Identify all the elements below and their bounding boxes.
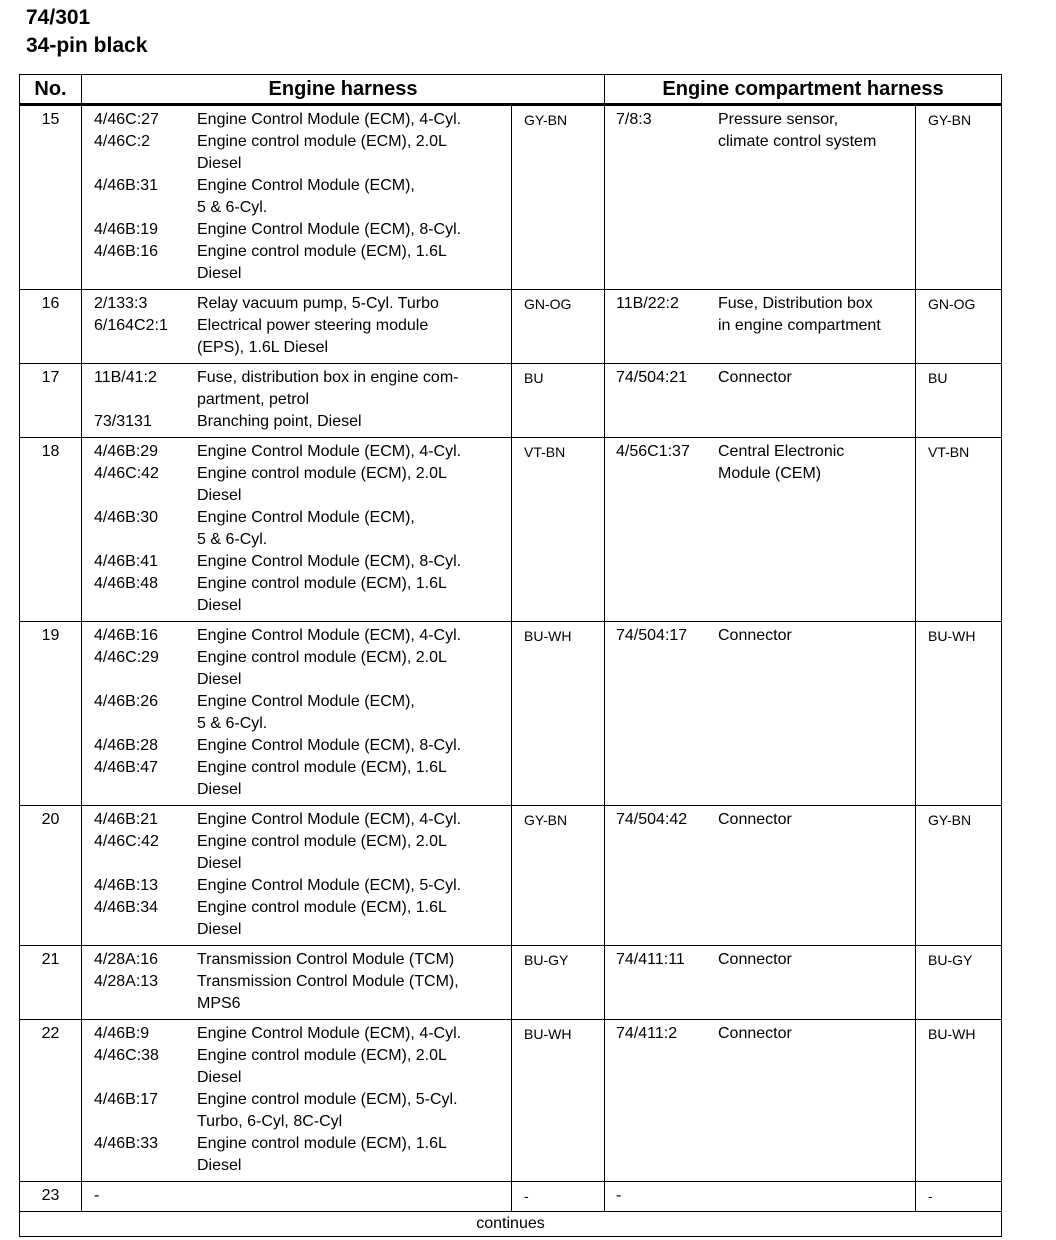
engine-harness-entry	[82, 573, 511, 617]
engine-pin-code: 4/46B:34	[94, 899, 159, 916]
engine-pin-code: 4/46B:13	[94, 877, 159, 894]
engine-component-description: Engine control module (ECM), 1.6L Diesel	[197, 243, 447, 282]
engine-pin-code: 4/46B:30	[94, 509, 159, 526]
compartment-pin-code: 7/8:3	[616, 111, 652, 128]
engine-harness-entry	[82, 1089, 511, 1133]
engine-component-description: Engine control module (ECM), 1.6L Diesel	[197, 575, 447, 614]
compartment-component-description: Connector	[718, 369, 792, 386]
engine-pin-code: 4/46B:28	[94, 737, 159, 754]
compartment-harness-entry	[605, 109, 915, 153]
pin-number: 18	[20, 438, 82, 622]
compartment-component-description: Connector	[718, 951, 792, 968]
compartment-wire-color: BU-GY	[916, 946, 1002, 1020]
engine-harness-entry	[82, 971, 511, 1015]
compartment-harness-entry	[605, 367, 915, 389]
compartment-component-description: Connector	[718, 627, 792, 644]
engine-pin-code: 4/46B:9	[94, 1025, 150, 1042]
engine-component-description: Engine control module (ECM), 1.6L Diesel	[197, 759, 447, 798]
connector-description: 34-pin black	[26, 34, 148, 57]
compartment-component-description: Connector	[718, 811, 792, 828]
compartment-harness-cell	[605, 438, 916, 622]
engine-component-description: Engine Control Module (ECM), 5-Cyl.	[197, 877, 462, 894]
engine-component-description: Engine control module (ECM), 2.0L Diesel	[197, 465, 447, 504]
compartment-wire-color: VT-BN	[916, 438, 1002, 622]
engine-pin-code: 4/46C:38	[94, 1047, 159, 1064]
engine-wire-color: GY-BN	[512, 806, 605, 946]
compartment-harness-entry	[605, 625, 915, 647]
compartment-harness-entry	[605, 1185, 915, 1207]
pin-number: 23	[20, 1182, 82, 1212]
compartment-wire-color: GN-OG	[916, 290, 1002, 364]
engine-pin-code: 4/46B:29	[94, 443, 159, 460]
engine-harness-cell	[82, 946, 512, 1020]
compartment-pin-code: 74/411:2	[616, 1025, 678, 1042]
pin-number: 19	[20, 622, 82, 806]
engine-pin-code: 4/46B:33	[94, 1135, 159, 1152]
engine-component-description: Transmission Control Module (TCM)	[197, 951, 455, 968]
pin-number: 20	[20, 806, 82, 946]
compartment-pin-code: 74/504:21	[616, 369, 688, 386]
engine-component-description: Electrical power steering module (EPS), 1.6L Diesel	[197, 317, 429, 356]
engine-harness-cell	[82, 438, 512, 622]
table-row	[20, 364, 1002, 438]
engine-pin-code: 2/133:3	[94, 295, 148, 312]
engine-harness-cell	[82, 364, 512, 438]
engine-pin-code: 4/46B:16	[94, 243, 159, 260]
engine-wire-color: GY-BN	[512, 105, 605, 290]
compartment-component-description: Central Electronic Module (CEM)	[718, 443, 845, 482]
compartment-harness-cell	[605, 364, 916, 438]
compartment-harness-cell	[605, 1020, 916, 1182]
engine-harness-entry	[82, 293, 511, 315]
engine-harness-entry	[82, 831, 511, 875]
engine-harness-entry	[82, 463, 511, 507]
engine-harness-entry	[82, 691, 511, 735]
compartment-wire-color: BU	[916, 364, 1002, 438]
engine-harness-cell	[82, 806, 512, 946]
table-row	[20, 1182, 1002, 1212]
pinout-table	[19, 74, 1002, 1237]
compartment-harness-cell	[605, 806, 916, 946]
engine-harness-entry	[82, 949, 511, 971]
compartment-pin-code: 74/504:42	[616, 811, 688, 828]
engine-pin-code: 4/46C:27	[94, 111, 159, 128]
engine-harness-entry	[82, 315, 511, 359]
engine-wire-color: GN-OG	[512, 290, 605, 364]
engine-wire-color: BU-WH	[512, 622, 605, 806]
pin-number: 21	[20, 946, 82, 1020]
engine-harness-entry	[82, 367, 511, 411]
engine-pin-code: 4/46B:47	[94, 759, 159, 776]
compartment-harness-entry	[605, 441, 915, 485]
engine-component-description: Engine Control Module (ECM), 5 & 6-Cyl.	[197, 509, 415, 548]
engine-wire-color: BU	[512, 364, 605, 438]
engine-component-description: Engine control module (ECM), 1.6L Diesel	[197, 1135, 447, 1174]
engine-pin-code: 4/46C:29	[94, 649, 159, 666]
table-row	[20, 290, 1002, 364]
compartment-harness-entry	[605, 293, 915, 337]
engine-harness-entry	[82, 757, 511, 801]
table-row	[20, 438, 1002, 622]
engine-pin-code: -	[94, 1187, 100, 1204]
engine-component-description: Engine Control Module (ECM), 4-Cyl.	[197, 811, 462, 828]
engine-pin-code: 4/46B:48	[94, 575, 159, 592]
compartment-component-description: Connector	[718, 1025, 792, 1042]
table-row	[20, 105, 1002, 290]
pin-number: 15	[20, 105, 82, 290]
engine-component-description: Engine Control Module (ECM), 4-Cyl.	[197, 627, 462, 644]
engine-harness-entry	[82, 551, 511, 573]
engine-harness-entry	[82, 875, 511, 897]
engine-harness-cell	[82, 1182, 512, 1212]
compartment-harness-cell	[605, 290, 916, 364]
engine-component-description: Engine Control Module (ECM), 5 & 6-Cyl.	[197, 693, 415, 732]
engine-harness-entry	[82, 241, 511, 285]
engine-pin-code: 4/28A:13	[94, 973, 159, 990]
engine-pin-code: 4/46B:26	[94, 693, 159, 710]
compartment-harness-entry	[605, 1023, 915, 1045]
engine-pin-code: 73/3131	[94, 413, 152, 430]
engine-harness-entry	[82, 1185, 511, 1207]
engine-harness-entry	[82, 109, 511, 131]
header-engine-compartment-harness: Engine compartment harness	[605, 75, 1002, 105]
engine-component-description: Relay vacuum pump, 5-Cyl. Turbo	[197, 295, 439, 312]
engine-harness-entry	[82, 219, 511, 241]
engine-wire-color: VT-BN	[512, 438, 605, 622]
engine-harness-entry	[82, 131, 511, 175]
compartment-pin-code: 11B/22:2	[616, 295, 679, 312]
compartment-component-description: Fuse, Distribution box in engine compartment	[718, 295, 881, 334]
compartment-harness-cell	[605, 622, 916, 806]
engine-pin-code: 11B/41:2	[94, 369, 157, 386]
engine-harness-cell	[82, 1020, 512, 1182]
engine-pin-code: 4/46C:42	[94, 833, 159, 850]
engine-component-description: Engine Control Module (ECM), 8-Cyl.	[197, 553, 462, 570]
table-row	[20, 806, 1002, 946]
engine-pin-code: 4/46B:16	[94, 627, 159, 644]
engine-harness-entry	[82, 1045, 511, 1089]
table-row	[20, 946, 1002, 1020]
engine-harness-entry	[82, 809, 511, 831]
engine-pin-code: 6/164C2:1	[94, 317, 168, 334]
compartment-harness-cell	[605, 1182, 916, 1212]
compartment-wire-color: BU-WH	[916, 622, 1002, 806]
engine-component-description: Engine Control Module (ECM), 5 & 6-Cyl.	[197, 177, 415, 216]
engine-harness-cell	[82, 290, 512, 364]
engine-component-description: Engine control module (ECM), 2.0L Diesel	[197, 133, 447, 172]
engine-harness-entry	[82, 735, 511, 757]
engine-harness-entry	[82, 411, 511, 433]
engine-wire-color: BU-WH	[512, 1020, 605, 1182]
engine-pin-code: 4/28A:16	[94, 951, 159, 968]
compartment-harness-entry	[605, 949, 915, 971]
engine-harness-cell	[82, 622, 512, 806]
compartment-harness-cell	[605, 105, 916, 290]
engine-pin-code: 4/46C:2	[94, 133, 151, 150]
engine-harness-entry	[82, 1133, 511, 1177]
engine-pin-code: 4/46B:41	[94, 553, 159, 570]
compartment-pin-code: 74/504:17	[616, 627, 688, 644]
compartment-harness-entry	[605, 809, 915, 831]
header-no: No.	[20, 75, 82, 105]
compartment-wire-color: GY-BN	[916, 806, 1002, 946]
pin-number: 22	[20, 1020, 82, 1182]
engine-harness-entry	[82, 441, 511, 463]
engine-harness-entry	[82, 1023, 511, 1045]
engine-component-description: Engine control module (ECM), 5-Cyl. Turbo, 6-Cyl, 8C-Cyl	[197, 1091, 458, 1130]
engine-harness-entry	[82, 175, 511, 219]
engine-component-description: Engine Control Module (ECM), 4-Cyl.	[197, 443, 462, 460]
compartment-component-description: Pressure sensor, climate control system	[718, 111, 877, 150]
table-row	[20, 1020, 1002, 1182]
compartment-wire-color: BU-WH	[916, 1020, 1002, 1182]
engine-wire-color: BU-GY	[512, 946, 605, 1020]
footer-row	[20, 1212, 1002, 1237]
engine-component-description: Engine control module (ECM), 2.0L Diesel	[197, 649, 447, 688]
engine-component-description: Engine control module (ECM), 1.6L Diesel	[197, 899, 447, 938]
header-engine-harness: Engine harness	[82, 75, 605, 105]
engine-component-description: Fuse, distribution box in engine com- partment, petrol	[197, 369, 459, 408]
engine-component-description: Transmission Control Module (TCM), MPS6	[197, 973, 459, 1012]
engine-component-description: Branching point, Diesel	[197, 413, 362, 430]
table-row	[20, 622, 1002, 806]
engine-component-description: Engine Control Module (ECM), 8-Cyl.	[197, 737, 462, 754]
engine-pin-code: 4/46B:17	[94, 1091, 159, 1108]
engine-pin-code: 4/46B:19	[94, 221, 159, 238]
pin-number: 16	[20, 290, 82, 364]
engine-component-description: Engine control module (ECM), 2.0L Diesel	[197, 833, 447, 872]
engine-harness-cell	[82, 105, 512, 290]
compartment-wire-color: -	[916, 1182, 1002, 1212]
engine-harness-entry	[82, 507, 511, 551]
connector-id: 74/301	[26, 6, 91, 29]
compartment-wire-color: GY-BN	[916, 105, 1002, 290]
table-header-row	[20, 75, 1002, 105]
engine-component-description: Engine control module (ECM), 2.0L Diesel	[197, 1047, 447, 1086]
engine-component-description: Engine Control Module (ECM), 4-Cyl.	[197, 111, 462, 128]
engine-harness-entry	[82, 625, 511, 647]
compartment-harness-cell	[605, 946, 916, 1020]
engine-pin-code: 4/46B:21	[94, 811, 159, 828]
engine-wire-color: -	[512, 1182, 605, 1212]
engine-pin-code: 4/46B:31	[94, 177, 159, 194]
engine-component-description: Engine Control Module (ECM), 8-Cyl.	[197, 221, 462, 238]
pin-number: 17	[20, 364, 82, 438]
engine-pin-code: 4/46C:42	[94, 465, 159, 482]
continues-note: continues	[20, 1212, 1002, 1237]
compartment-pin-code: -	[616, 1187, 622, 1204]
engine-harness-entry	[82, 897, 511, 941]
engine-harness-entry	[82, 647, 511, 691]
engine-component-description: Engine Control Module (ECM), 4-Cyl.	[197, 1025, 462, 1042]
compartment-pin-code: 74/411:11	[616, 951, 685, 968]
compartment-pin-code: 4/56C1:37	[616, 443, 690, 460]
